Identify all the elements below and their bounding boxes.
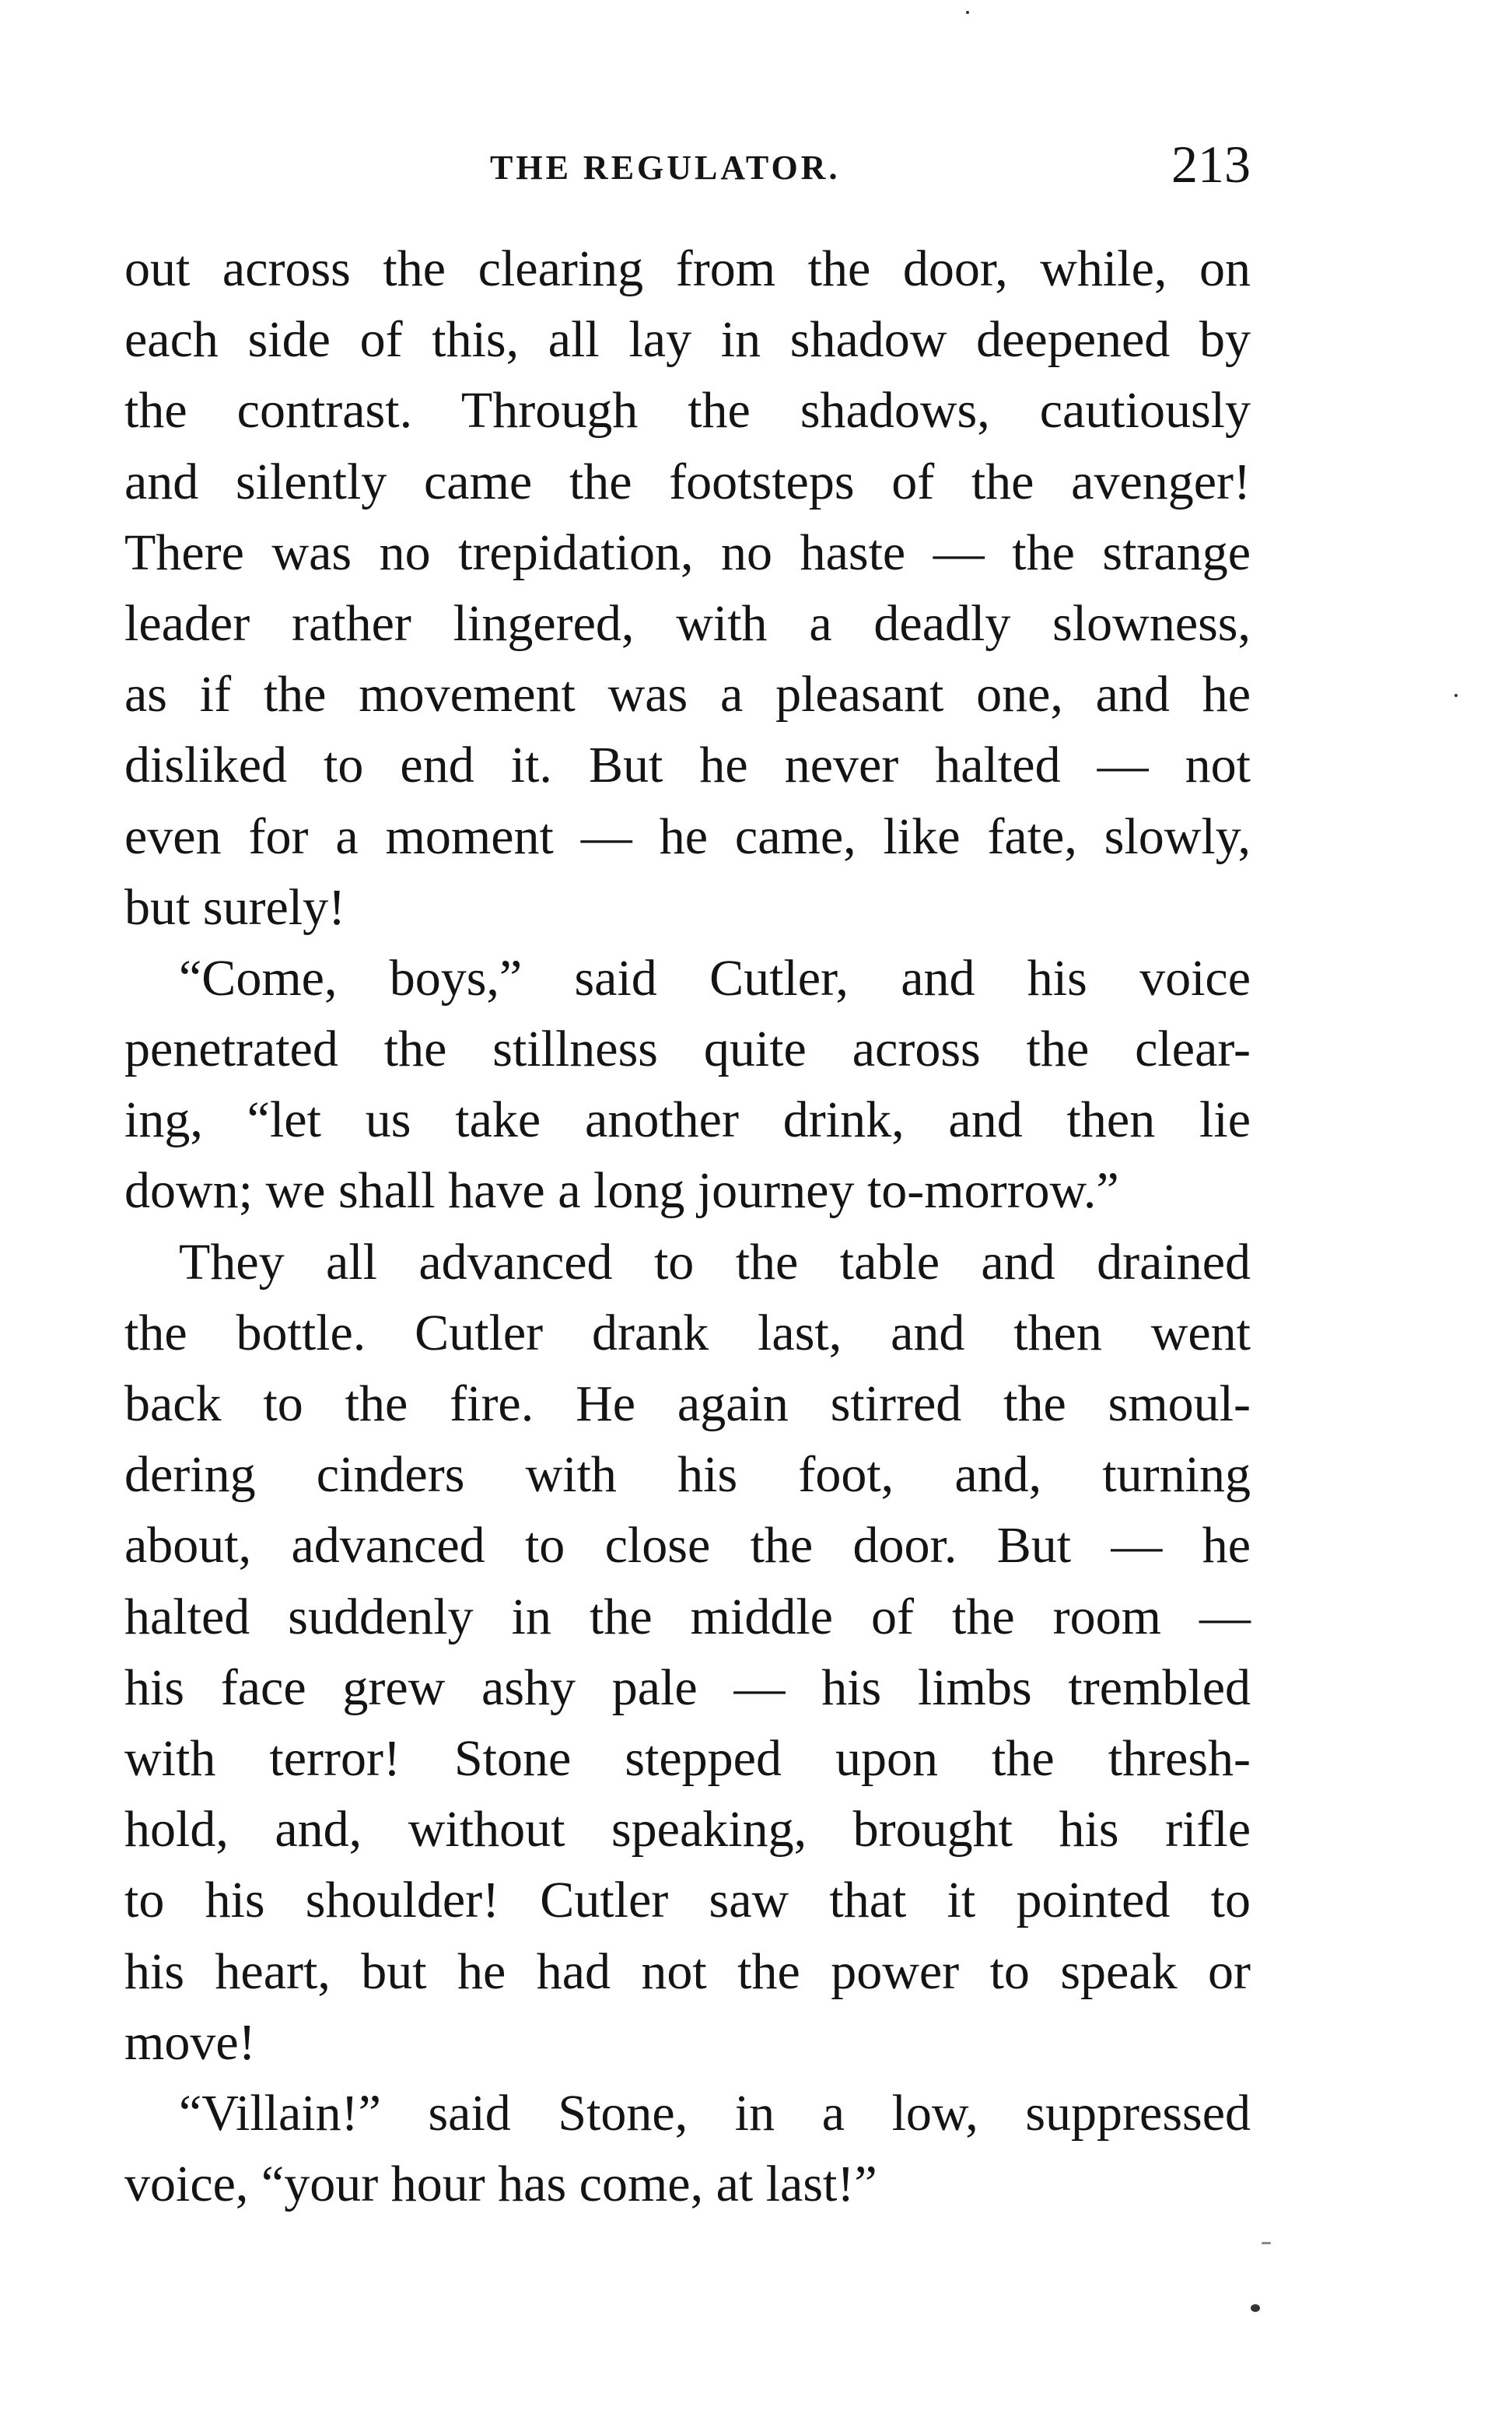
text-line: dering cinders with his foot, and, turning — [124, 1446, 1251, 1504]
page-number: 213 — [1171, 135, 1251, 194]
paragraph-end-line: down; we shall have a long journey to-morrow.” — [124, 1162, 1119, 1220]
text-line: each side of this, all lay in shadow deepened by — [124, 311, 1251, 369]
body-text — [124, 233, 1251, 2219]
ink-speck — [1262, 2242, 1271, 2244]
text-line: disliked to end it. But he never halted — not — [124, 737, 1251, 794]
text-line: ing, “let us take another drink, and then lie — [124, 1091, 1251, 1149]
text-line: the contrast. Through the shadows, cautiously — [124, 382, 1251, 440]
paragraph-start-line: “Villain!” said Stone, in a low, suppressed — [179, 2084, 1251, 2142]
text-line: leader rather lingered, with a deadly slowness, — [124, 594, 1251, 652]
running-header — [124, 135, 1251, 201]
text-line: his heart, but he had not the power to speak or — [124, 1942, 1251, 2000]
paragraph-end-line: move! — [124, 2013, 256, 2071]
text-line: with terror! Stone stepped upon the thresh- — [124, 1729, 1251, 1787]
paragraph-end-line: voice, “your hour has come, at last!” — [124, 2156, 877, 2213]
ink-speck — [1251, 2304, 1260, 2312]
text-line: the bottle. Cutler drank last, and then went — [124, 1304, 1251, 1361]
text-line: about, advanced to close the door. But — he — [124, 1517, 1251, 1575]
running-title: THE REGULATOR. — [490, 149, 841, 187]
text-line: halted suddenly in the middle of the room — — [124, 1588, 1251, 1645]
paragraph-start-line: “Come, boys,” said Cutler, and his voice — [179, 949, 1251, 1007]
text-line: as if the movement was a pleasant one, and he — [124, 666, 1251, 723]
text-line: out across the clearing from the door, while, on — [124, 240, 1251, 297]
paragraph-start-line: They all advanced to the table and drained — [179, 1233, 1251, 1291]
text-line: penetrated the stillness quite across the clear- — [124, 1021, 1251, 1078]
text-line: his face grew ashy pale — his limbs trembled — [124, 1659, 1251, 1716]
text-line: and silently came the footsteps of the avenger! — [124, 453, 1251, 510]
ink-speck — [966, 11, 969, 14]
text-line: even for a moment — he came, like fate, slowly, — [124, 807, 1251, 865]
text-line: to his shoulder! Cutler saw that it pointed to — [124, 1872, 1251, 1929]
text-line: hold, and, without speaking, brought his rifle — [124, 1801, 1251, 1858]
ink-speck — [1454, 694, 1458, 697]
text-line: There was no trepidation, no haste — the strange — [124, 524, 1251, 581]
text-line: back to the fire. He again stirred the smoul- — [124, 1375, 1251, 1432]
paragraph-end-line: but surely! — [124, 878, 346, 936]
